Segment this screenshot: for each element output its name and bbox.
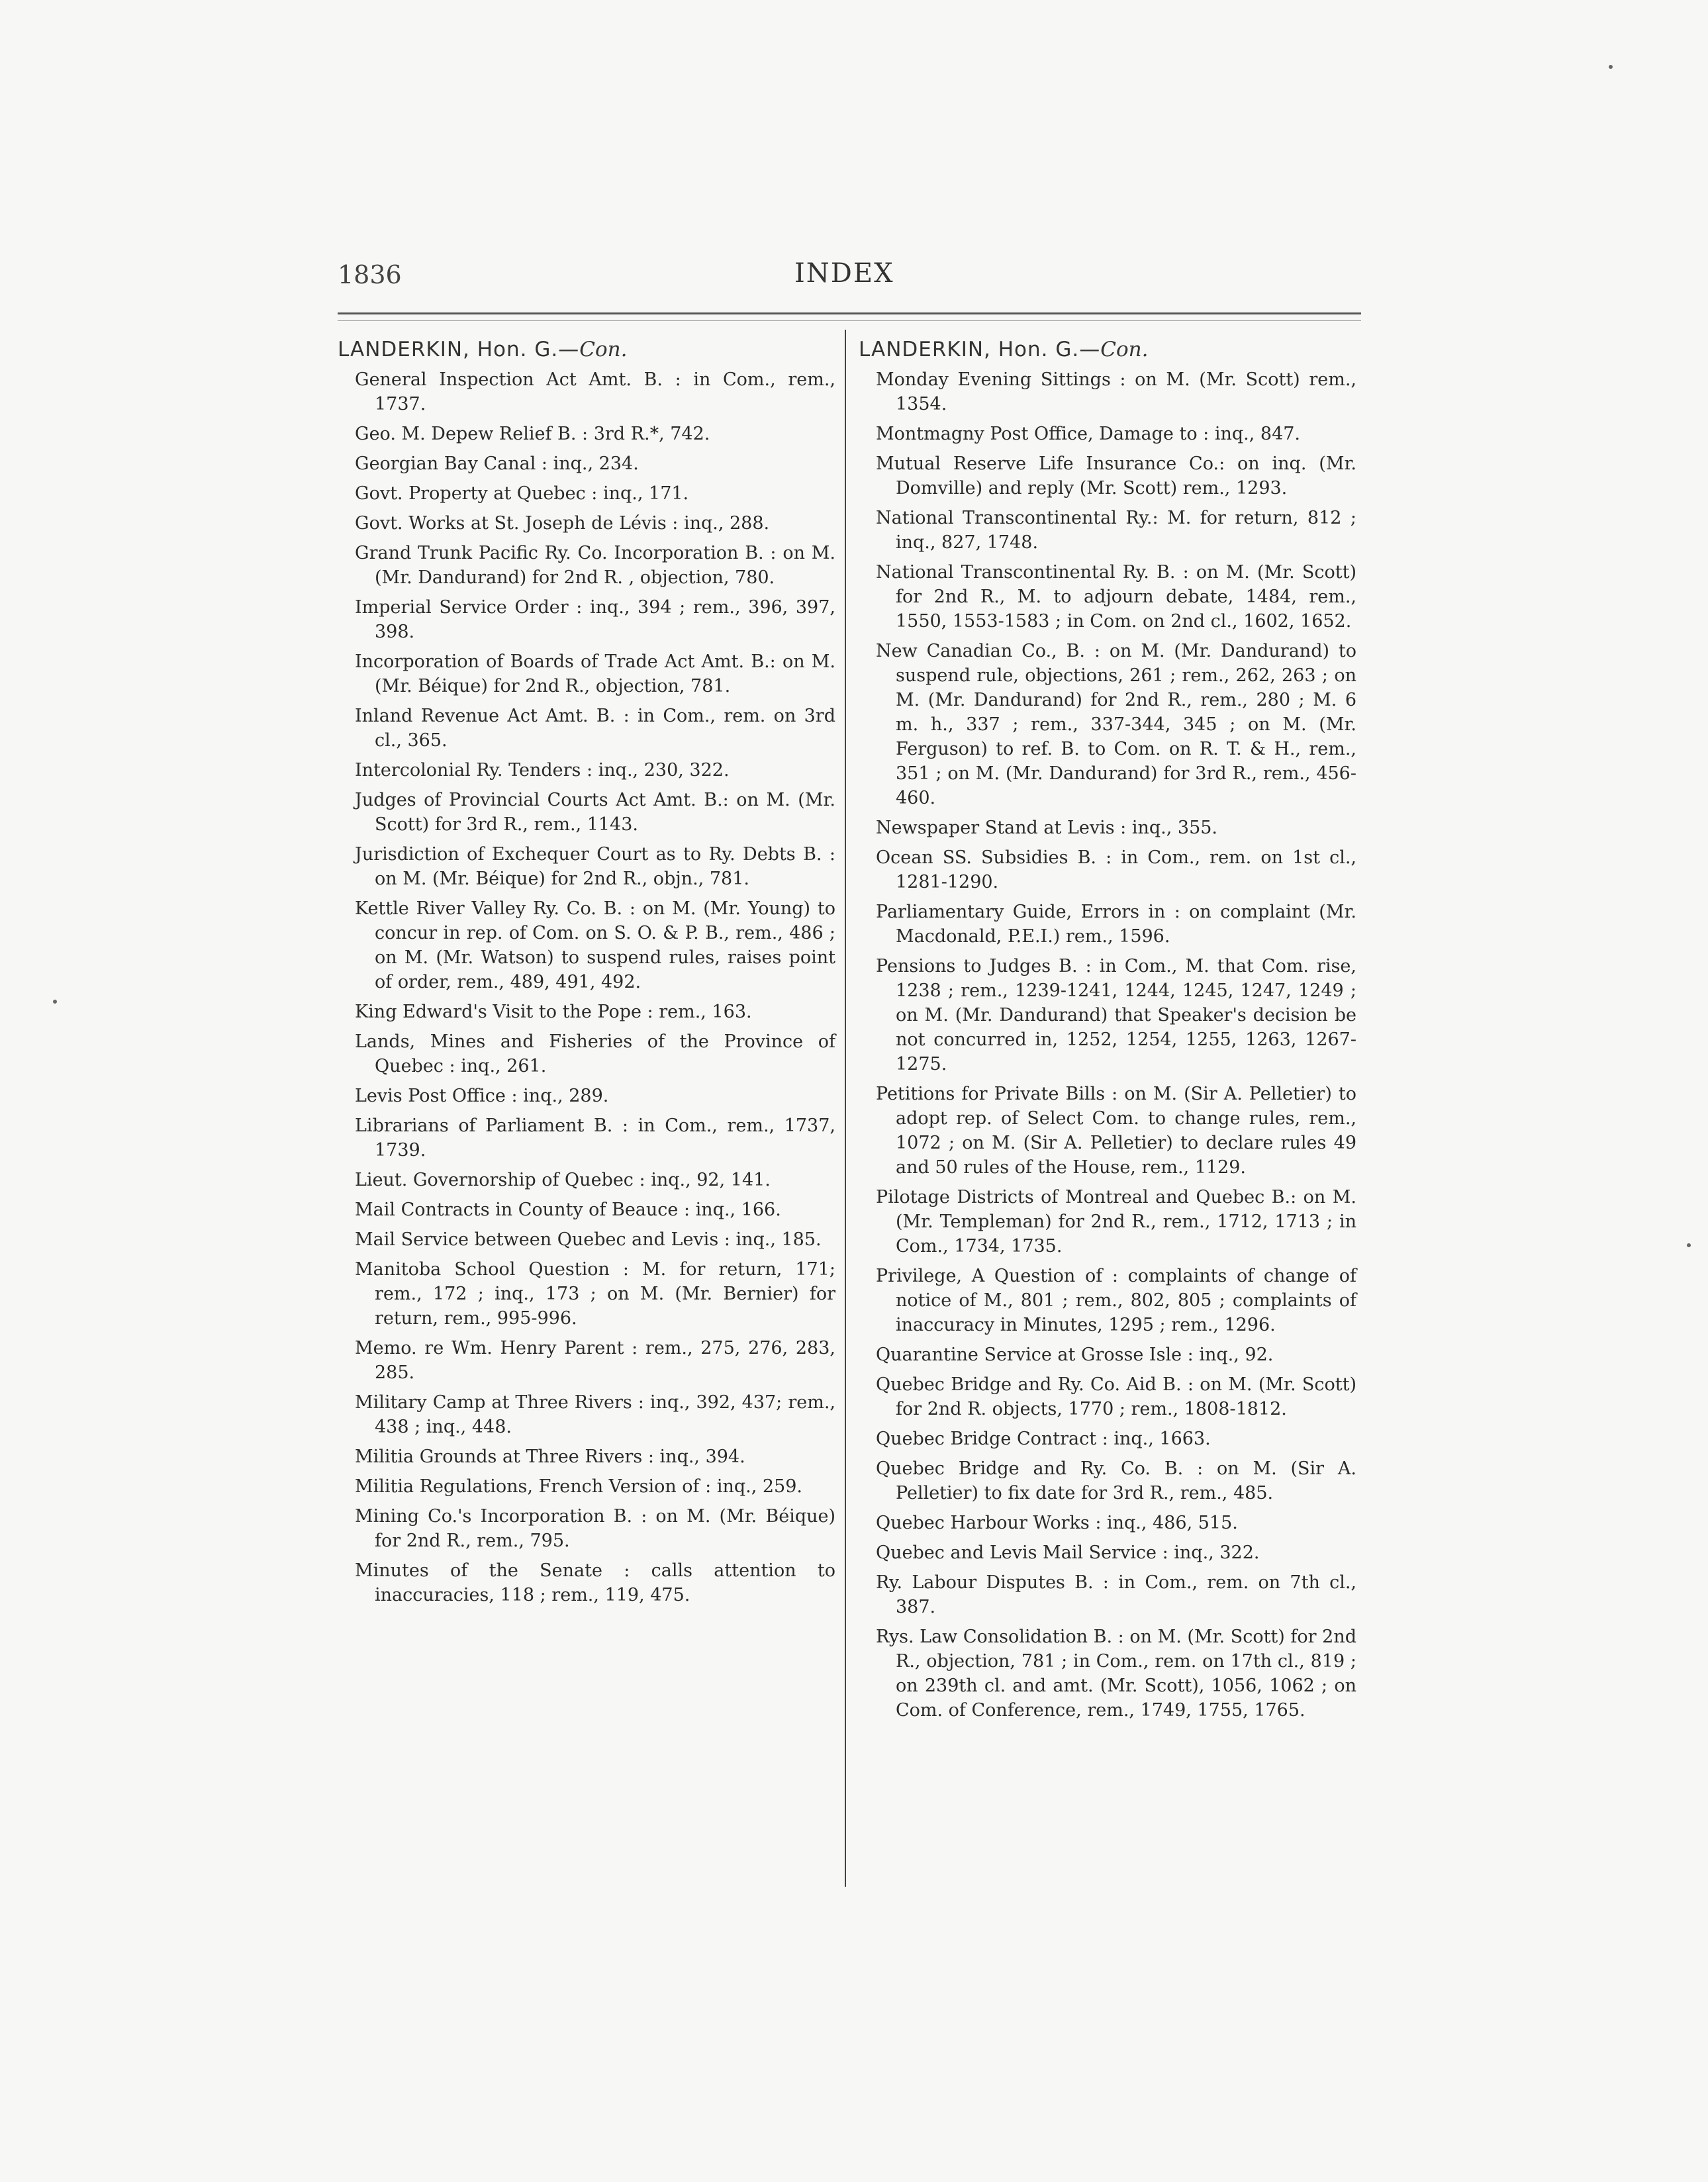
index-entry: Rys. Law Consolidation B. : on M. (Mr. Scott) for 2nd R., objection, 781 ; in Com., rem. on 17th cl., 819 ; on 239th cl. and amt. (Mr. Scott), 1056, 1062 ; on Com. of Conference, rem., 1749, 1755, 1765. (876, 1627, 1356, 1721)
speck-mark (1687, 1243, 1691, 1247)
left-entries-list (338, 367, 835, 1607)
column-divider (845, 330, 846, 1887)
index-entry: Militia Regulations, French Version of : inq., 259. (355, 1476, 802, 1497)
index-entry: Librarians of Parliament B. : in Com., rem., 1737, 1739. (355, 1115, 835, 1161)
index-entry: Militia Grounds at Three Rivers : inq., 394. (355, 1447, 745, 1467)
index-entry: Quebec Bridge and Ry. Co. Aid B. : on M. (Mr. Scott) for 2nd R. objects, 1770 ; rem., 1808-1812. (876, 1374, 1356, 1419)
index-entry: Judges of Provincial Courts Act Amt. B.: on M. (Mr. Scott) for 3rd R., rem., 1143. (355, 790, 835, 835)
index-entry: New Canadian Co., B. : on M. (Mr. Dandurand) to suspend rule, objections, 261 ; rem., 262, 263 ; on M. (Mr. Dandurand) for 2nd R., rem., 280 ; M. 6 m. h., 337 ; rem., 337-344, 345 ; on M. (Mr. Ferguson) to ref. B. to Com. on R. T. & H., rem., 351 ; on M. (Mr. Dandurand) for 3rd R., rem., 456-460. (876, 641, 1356, 808)
header-rule (338, 312, 1361, 314)
index-entry: Lands, Mines and Fisheries of the Province of Quebec : inq., 261. (355, 1031, 835, 1076)
index-entry: Imperial Service Order : inq., 394 ; rem., 396, 397, 398. (355, 597, 835, 642)
right-entries-list (859, 367, 1356, 1723)
index-entry: Manitoba School Question : M. for return, 171; rem., 172 ; inq., 173 ; on M. (Mr. Bernier) for return, rem., 995-996. (355, 1259, 835, 1329)
index-entry: Mail Service between Quebec and Levis : inq., 185. (355, 1229, 822, 1250)
index-entry: National Transcontinental Ry. B. : on M. (Mr. Scott) for 2nd R., M. to adjourn debate, 1484, rem., 1550, 1553-1583 ; in Com. on 2nd cl., 1602, 1652. (876, 562, 1356, 632)
index-entry: Pilotage Districts of Montreal and Quebec B.: on M. (Mr. Templeman) for 2nd R., rem., 1712, 1713 ; in Com., 1734, 1735. (876, 1187, 1356, 1257)
index-entry: Quebec Bridge and Ry. Co. B. : on M. (Sir A. Pelletier) to fix date for 3rd R., rem., 485. (876, 1458, 1356, 1503)
heading-continued: Con. (1100, 338, 1149, 361)
index-entry: Mail Contracts in County of Beauce : inq., 166. (355, 1200, 781, 1220)
index-entry: Lieut. Governorship of Quebec : inq., 92, 141. (355, 1170, 771, 1190)
left-column-heading (338, 338, 835, 362)
index-entry: Pensions to Judges B. : in Com., M. that Com. rise, 1238 ; rem., 1239-1241, 1244, 1245, 1247, 1249 ; on M. (Mr. Dandurand) that Speaker's decision be not concurred in, 1252, 1254, 1255, 1263, 1267-1275. (876, 956, 1356, 1074)
index-entry: Quarantine Service at Grosse Isle : inq., 92. (876, 1345, 1274, 1365)
index-entry: Kettle River Valley Ry. Co. B. : on M. (Mr. Young) to concur in rep. of Com. on S. O. & P. B., rem., 486 ; on M. (Mr. Watson) to suspend rules, raises point of order, rem., 489, 491, 492. (355, 898, 835, 992)
index-entry: Inland Revenue Act Amt. B. : in Com., rem. on 3rd cl., 365. (355, 706, 835, 751)
index-entry: Petitions for Private Bills : on M. (Sir A. Pelletier) to adopt rep. of Select Com. to change rules, rem., 1072 ; on M. (Sir A. Pelletier) to declare rules 49 and 50 rules of the House, rem., 1129. (876, 1084, 1356, 1178)
index-entry: Jurisdiction of Exchequer Court as to Ry. Debts B. : on M. (Mr. Béique) for 2nd R., objn., 781. (355, 844, 835, 889)
index-entry: National Transcontinental Ry.: M. for return, 812 ; inq., 827, 1748. (876, 508, 1356, 553)
index-entry: Newspaper Stand at Levis : inq., 355. (876, 818, 1218, 838)
heading-name: LANDERKIN, Hon. G.— (338, 338, 580, 361)
index-entry: Intercolonial Ry. Tenders : inq., 230, 322. (355, 760, 730, 781)
index-entry: King Edward's Visit to the Pope : rem., 163. (355, 1002, 752, 1022)
index-entry: Govt. Property at Quebec : inq., 171. (355, 483, 689, 504)
page-title: INDEX (794, 258, 894, 289)
index-entry: Geo. M. Depew Relief B. : 3rd R.*, 742. (355, 424, 710, 444)
index-entry: Ocean SS. Subsidies B. : in Com., rem. on 1st cl., 1281-1290. (876, 847, 1356, 892)
header-rule-thin (338, 320, 1361, 321)
index-entry: Levis Post Office : inq., 289. (355, 1086, 609, 1106)
index-entry: Govt. Works at St. Joseph de Lévis : inq., 288. (355, 513, 770, 534)
index-entry: Montmagny Post Office, Damage to : inq., 847. (876, 424, 1301, 444)
speck-mark (1609, 65, 1613, 69)
index-entry: Privilege, A Question of : complaints of change of notice of M., 801 ; rem., 802, 805 ; complaints of inaccuracy in Minutes, 1295 ; rem., 1296. (876, 1266, 1356, 1335)
index-entry: Incorporation of Boards of Trade Act Amt. B.: on M. (Mr. Béique) for 2nd R., objection, 781. (355, 651, 835, 696)
index-entry: Monday Evening Sittings : on M. (Mr. Scott) rem., 1354. (876, 369, 1356, 414)
page-number: 1836 (338, 260, 402, 289)
index-entry: Memo. re Wm. Henry Parent : rem., 275, 276, 283, 285. (355, 1338, 835, 1383)
index-entry: General Inspection Act Amt. B. : in Com., rem., 1737. (355, 369, 835, 414)
right-column (859, 338, 1356, 1728)
speck-mark (53, 1000, 57, 1004)
heading-name: LANDERKIN, Hon. G.— (859, 338, 1101, 361)
index-entry: Quebec Harbour Works : inq., 486, 515. (876, 1513, 1238, 1533)
index-entry: Quebec Bridge Contract : inq., 1663. (876, 1429, 1211, 1449)
index-entry: Parliamentary Guide, Errors in : on complaint (Mr. Macdonald, P.E.I.) rem., 1596. (876, 902, 1356, 947)
index-entry: Mining Co.'s Incorporation B. : on M. (Mr. Béique) for 2nd R., rem., 795. (355, 1506, 835, 1551)
right-column-heading (859, 338, 1356, 362)
left-column (338, 338, 835, 1613)
index-entry: Quebec and Levis Mail Service : inq., 322. (876, 1542, 1260, 1563)
index-entry: Military Camp at Three Rivers : inq., 392, 437; rem., 438 ; inq., 448. (355, 1392, 835, 1437)
index-entry: Minutes of the Senate : calls attention to inaccuracies, 118 ; rem., 119, 475. (355, 1560, 835, 1605)
index-entry: Grand Trunk Pacific Ry. Co. Incorporation B. : on M. (Mr. Dandurand) for 2nd R. , objection, 780. (355, 543, 835, 588)
heading-continued: Con. (579, 338, 628, 361)
index-entry: Georgian Bay Canal : inq., 234. (355, 453, 639, 474)
index-entry: Mutual Reserve Life Insurance Co.: on inq. (Mr. Domville) and reply (Mr. Scott) rem., 1293. (876, 453, 1356, 498)
index-entry: Ry. Labour Disputes B. : in Com., rem. on 7th cl., 387. (876, 1572, 1356, 1617)
